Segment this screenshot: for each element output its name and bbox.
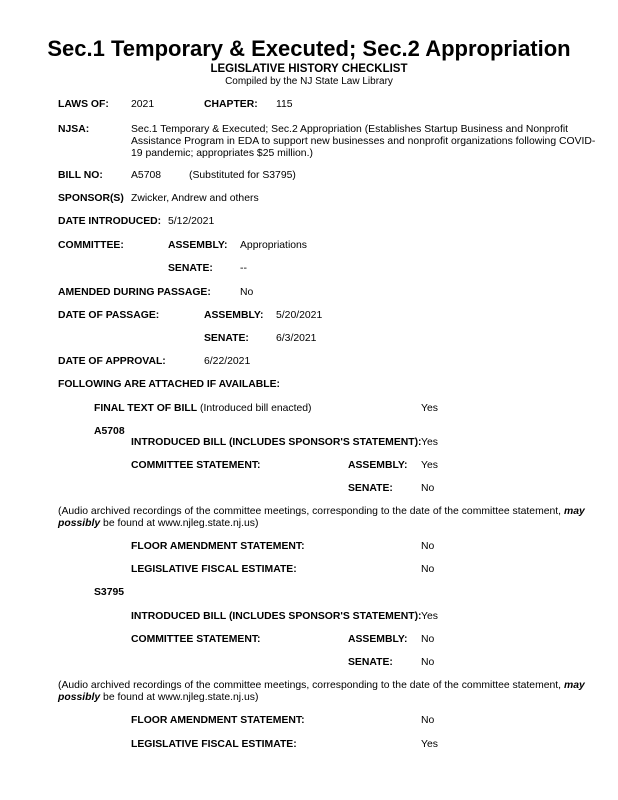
attached-heading: FOLLOWING ARE ATTACHED IF AVAILABLE: [58, 379, 281, 390]
a5708-fiscal-label: LEGISLATIVE FISCAL ESTIMATE: [131, 564, 297, 575]
s3795-introduced-value: Yes [421, 611, 438, 622]
audio-note-emphasis: may possibly [58, 680, 585, 703]
final-text-note: (Introduced bill enacted) [200, 403, 312, 414]
final-text-value: Yes [421, 403, 438, 414]
s3795-assembly-value: No [421, 634, 435, 645]
a5708-floor-value: No [421, 541, 435, 552]
laws-of-label: LAWS OF: [58, 99, 109, 110]
audio-note-emphasis: may possibly [58, 506, 585, 529]
bill-no-label: BILL NO: [58, 170, 103, 181]
a5708-fiscal-value: No [421, 564, 435, 575]
a5708-assembly-label: ASSEMBLY: [348, 460, 408, 471]
committee-assembly-label: ASSEMBLY: [168, 240, 228, 251]
s3795-audio-note [58, 680, 603, 704]
a5708-introduced-value: Yes [421, 437, 438, 448]
chapter-value: 115 [276, 99, 293, 110]
s3795-bill-label: S3795 [94, 587, 125, 598]
a5708-introduced-label: INTRODUCED BILL (INCLUDES SPONSOR'S STATEMENT): [131, 437, 422, 448]
document-subtitle: LEGISLATIVE HISTORY CHECKLIST [210, 63, 408, 75]
sponsors-label: SPONSOR(S) [58, 193, 124, 204]
compiled-by: Compiled by the NJ State Law Library [225, 76, 393, 87]
committee-label: COMMITTEE: [58, 240, 124, 251]
audio-note-text-end: be found at www.njleg.state.nj.us) [100, 518, 259, 529]
document-title: Sec.1 Temporary & Executed; Sec.2 Appropriation [47, 36, 571, 61]
s3795-floor-label: FLOOR AMENDMENT STATEMENT: [131, 715, 305, 726]
a5708-committee-label: COMMITTEE STATEMENT: [131, 460, 261, 471]
audio-note-text: (Audio archived recordings of the committee meetings, corresponding to the date of the committee statement, [58, 680, 564, 691]
njsa-label: NJSA: [58, 124, 90, 135]
approval-label: DATE OF APPROVAL: [58, 356, 166, 367]
chapter-label: CHAPTER: [204, 99, 258, 110]
committee-senate-value: -- [240, 263, 247, 274]
laws-of-value: 2021 [131, 99, 155, 110]
s3795-senate-label: SENATE: [348, 657, 393, 668]
approval-value: 6/22/2021 [204, 356, 251, 367]
a5708-assembly-value: Yes [421, 460, 438, 471]
date-introduced-label: DATE INTRODUCED: [58, 216, 162, 227]
a5708-bill-label: A5708 [94, 426, 125, 437]
a5708-floor-label: FLOOR AMENDMENT STATEMENT: [131, 541, 305, 552]
s3795-fiscal-value: Yes [421, 739, 438, 750]
audio-note-text: (Audio archived recordings of the committee meetings, corresponding to the date of the committee statement, [58, 506, 564, 517]
a5708-audio-note [58, 506, 603, 530]
njsa-value: Sec.1 Temporary & Executed; Sec.2 Appropriation (Establishes Startup Business and Nonprofit Assistance Program in EDA to support new businesses and nonprofit organizations following COVID-19 pandemic; appropriates $25 million.) [131, 124, 596, 159]
passage-assembly-label: ASSEMBLY: [204, 310, 264, 321]
audio-note-text-end: be found at www.njleg.state.nj.us) [100, 692, 259, 703]
amended-value: No [240, 287, 254, 298]
amended-label: AMENDED DURING PASSAGE: [58, 287, 211, 298]
passage-label: DATE OF PASSAGE: [58, 310, 160, 321]
s3795-introduced-label: INTRODUCED BILL (INCLUDES SPONSOR'S STATEMENT): [131, 611, 422, 622]
bill-no-note: (Substituted for S3795) [189, 170, 296, 181]
final-text-row [94, 403, 312, 415]
s3795-senate-value: No [421, 657, 435, 668]
final-text-label: FINAL TEXT OF BILL [94, 403, 198, 414]
sponsors-value: Zwicker, Andrew and others [131, 193, 259, 204]
passage-senate-value: 6/3/2021 [276, 333, 317, 344]
a5708-senate-value: No [421, 483, 435, 494]
s3795-fiscal-label: LEGISLATIVE FISCAL ESTIMATE: [131, 739, 297, 750]
bill-no-value: A5708 [131, 170, 162, 181]
a5708-senate-label: SENATE: [348, 483, 393, 494]
passage-senate-label: SENATE: [204, 333, 249, 344]
passage-assembly-value: 5/20/2021 [276, 310, 323, 321]
s3795-floor-value: No [421, 715, 435, 726]
s3795-committee-label: COMMITTEE STATEMENT: [131, 634, 261, 645]
date-introduced-value: 5/12/2021 [168, 216, 215, 227]
committee-senate-label: SENATE: [168, 263, 213, 274]
committee-assembly-value: Appropriations [240, 240, 308, 251]
s3795-assembly-label: ASSEMBLY: [348, 634, 408, 645]
